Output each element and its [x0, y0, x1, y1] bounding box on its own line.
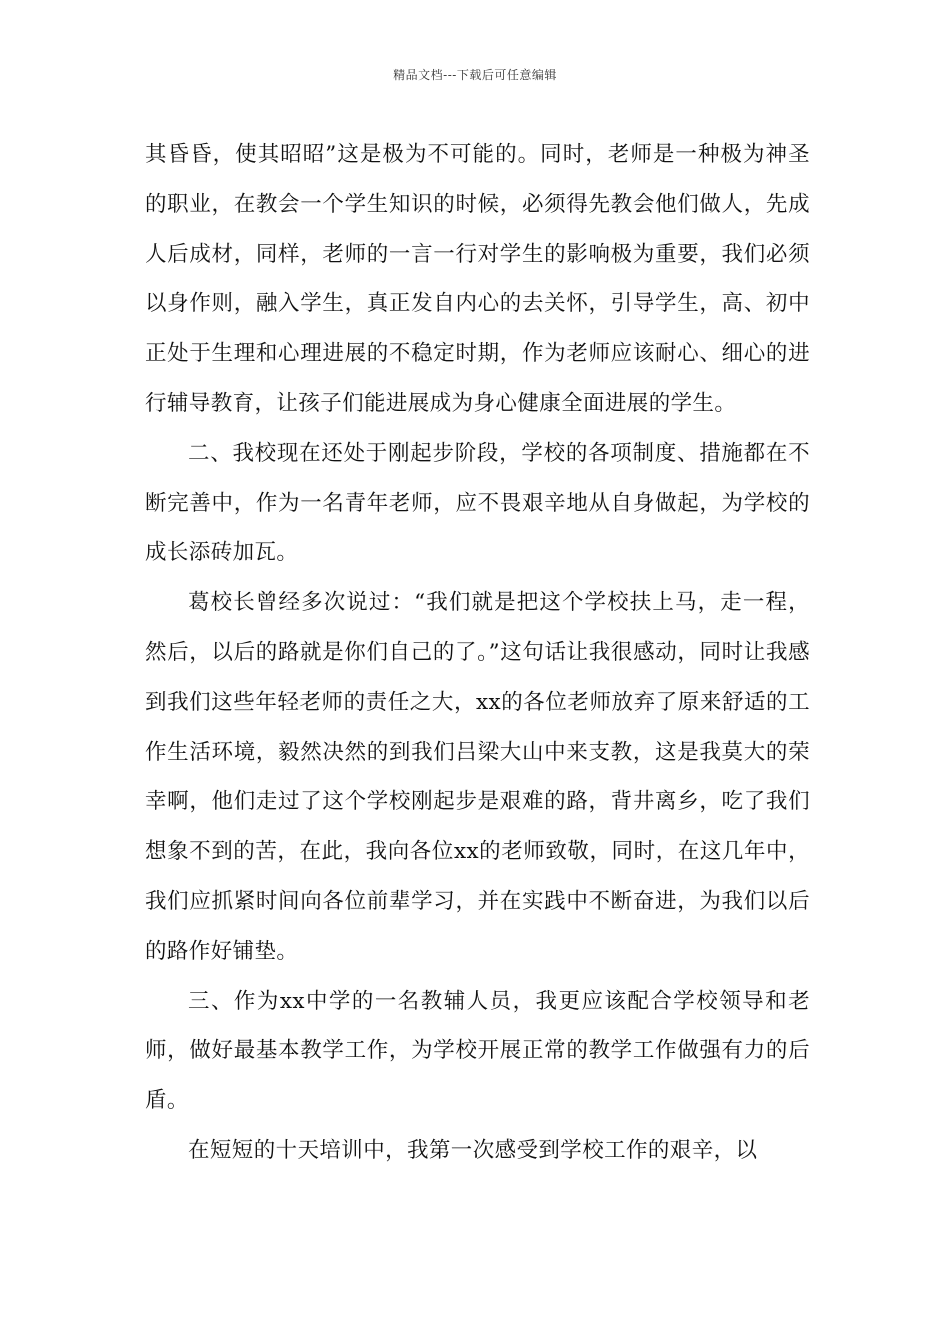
paragraph-1: 其昏昏，使其昭昭”这是极为不可能的。同时，老师是一种极为神圣的职业，在教会一个学生知识的时候，必须得先教会他们做人，先成人后成材，同样，老师的一言一行对学生的影响极为重要，我们必须以身作则，融入学生，真正发自内心的去关怀，引导学生，高、初中正处于生理和心理进展的不稳定时期，作为老师应该耐心、细心的进行辅导教育，让孩子们能进展成为身心健康全面进展的学生。 [145, 142, 810, 416]
paragraph-5: 在短短的十天培训中，我第一次感受到学校工作的艰辛，以 [188, 1137, 758, 1163]
paragraph-2: 二、我校现在还处于刚起步阶段，学校的各项制度、措施都在不断完善中，作为一名青年老师，应不畏艰辛地从自身做起，为学校的成长添砖加瓦。 [145, 440, 810, 566]
page-header: 精品文档---下载后可任意编辑 [393, 68, 557, 82]
document-body [145, 130, 810, 1176]
paragraph-3: 葛校长曾经多次说过：“我们就是把这个学校扶上马，走一程，然后，以后的路就是你们自己的了。”这句话让我很感动，同时让我感到我们这些年轻老师的责任之大，xx的各位老师放弃了原来舒适的工作生活环境，毅然决然的到我们吕梁大山中来支教，这是我莫大的荣幸啊，他们走过了这个学校刚起步是艰难的路，背井离乡，吃了我们想象不到的苦，在此，我向各位xx的老师致敬，同时，在这几年中，我们应抓紧时间向各位前辈学习，并在实践中不断奋进，为我们以后的路作好铺垫。 [145, 590, 810, 964]
paragraph-4: 三、作为xx中学的一名教辅人员，我更应该配合学校领导和老师，做好最基本教学工作，为学校开展正常的教学工作做强有力的后盾。 [145, 988, 810, 1114]
